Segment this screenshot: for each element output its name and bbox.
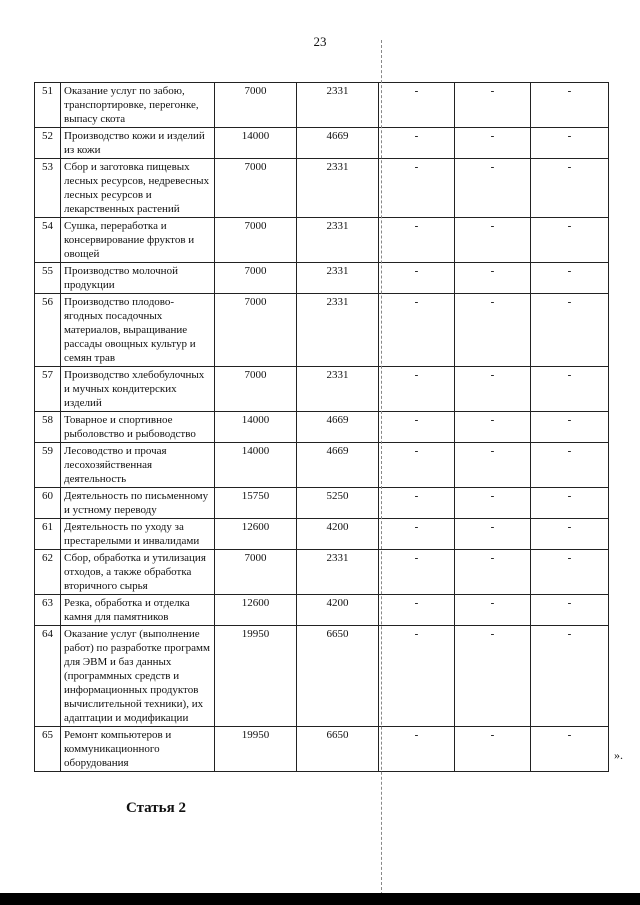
column-3-dash: - <box>379 294 455 367</box>
table-row <box>35 550 609 595</box>
value-2: 4200 <box>297 519 379 550</box>
value-2: 4669 <box>297 443 379 488</box>
column-3-dash: - <box>379 83 455 128</box>
value-2: 2331 <box>297 218 379 263</box>
column-4-dash: - <box>455 263 531 294</box>
value-1: 7000 <box>215 83 297 128</box>
row-number: 65 <box>35 727 61 772</box>
activity-description: Резка, обработка и отделка камня для памятников <box>61 595 215 626</box>
row-number: 59 <box>35 443 61 488</box>
value-1: 12600 <box>215 519 297 550</box>
value-1: 14000 <box>215 412 297 443</box>
article-heading: Статья 2 <box>126 800 186 816</box>
column-5-dash: - <box>531 159 609 218</box>
table-row <box>35 128 609 159</box>
column-5-dash: - <box>531 519 609 550</box>
column-3-dash: - <box>379 488 455 519</box>
column-5-dash: - <box>531 595 609 626</box>
value-1: 7000 <box>215 218 297 263</box>
value-2: 4669 <box>297 128 379 159</box>
column-4-dash: - <box>455 595 531 626</box>
activity-description: Товарное и спортивное рыболовство и рыбоводство <box>61 412 215 443</box>
row-number: 62 <box>35 550 61 595</box>
value-1: 14000 <box>215 128 297 159</box>
value-2: 6650 <box>297 626 379 727</box>
table-row <box>35 626 609 727</box>
column-4-dash: - <box>455 550 531 595</box>
value-2: 2331 <box>297 263 379 294</box>
row-number: 55 <box>35 263 61 294</box>
column-3-dash: - <box>379 367 455 412</box>
column-4-dash: - <box>455 626 531 727</box>
table-row <box>35 367 609 412</box>
activity-description: Ремонт компьютеров и коммуникационного оборудования <box>61 727 215 772</box>
column-4-dash: - <box>455 218 531 263</box>
row-number: 51 <box>35 83 61 128</box>
column-3-dash: - <box>379 159 455 218</box>
table-row <box>35 159 609 218</box>
column-4-dash: - <box>455 519 531 550</box>
table-row <box>35 595 609 626</box>
value-2: 2331 <box>297 294 379 367</box>
activity-description: Производство плодово-ягодных посадочных материалов, выращивание рассады овощных культур и семян трав <box>61 294 215 367</box>
page-number: 23 <box>313 34 327 49</box>
activity-description: Оказание услуг (выполнение работ) по разработке программ для ЭВМ и баз данных (программных средств и информационных продуктов вычислительной техники), их адаптации и модификации <box>61 626 215 727</box>
value-1: 14000 <box>215 443 297 488</box>
column-4-dash: - <box>455 294 531 367</box>
column-5-dash: - <box>531 412 609 443</box>
column-5-dash: - <box>531 550 609 595</box>
column-3-dash: - <box>379 595 455 626</box>
activity-description: Деятельность по уходу за престарелыми и инвалидами <box>61 519 215 550</box>
value-2: 6650 <box>297 727 379 772</box>
row-number: 56 <box>35 294 61 367</box>
activity-description: Лесоводство и прочая лесохозяйственная деятельность <box>61 443 215 488</box>
column-3-dash: - <box>379 412 455 443</box>
table-row <box>35 727 609 772</box>
value-2: 2331 <box>297 159 379 218</box>
row-number: 63 <box>35 595 61 626</box>
column-3-dash: - <box>379 626 455 727</box>
activity-description: Производство хлебобулочных и мучных кондитерских изделий <box>61 367 215 412</box>
activity-description: Сбор и заготовка пищевых лесных ресурсов, недревесных лесных ресурсов и лекарственных растений <box>61 159 215 218</box>
column-4-dash: - <box>455 488 531 519</box>
value-2: 4200 <box>297 595 379 626</box>
scan-artifact-line <box>381 40 382 900</box>
column-5-dash: - <box>531 488 609 519</box>
table-row <box>35 218 609 263</box>
activity-description: Производство молочной продукции <box>61 263 215 294</box>
activity-description: Деятельность по письменному и устному переводу <box>61 488 215 519</box>
column-3-dash: - <box>379 263 455 294</box>
row-number: 58 <box>35 412 61 443</box>
table-row <box>35 294 609 367</box>
table-row <box>35 488 609 519</box>
value-2: 2331 <box>297 550 379 595</box>
row-number: 60 <box>35 488 61 519</box>
column-3-dash: - <box>379 727 455 772</box>
row-number: 52 <box>35 128 61 159</box>
column-4-dash: - <box>455 367 531 412</box>
value-2: 5250 <box>297 488 379 519</box>
value-1: 12600 <box>215 595 297 626</box>
column-4-dash: - <box>455 128 531 159</box>
row-number: 54 <box>35 218 61 263</box>
table-row <box>35 519 609 550</box>
column-5-dash: - <box>531 626 609 727</box>
value-1: 7000 <box>215 550 297 595</box>
value-1: 15750 <box>215 488 297 519</box>
column-4-dash: - <box>455 83 531 128</box>
value-2: 2331 <box>297 83 379 128</box>
value-1: 7000 <box>215 159 297 218</box>
tax-rates-table <box>34 82 609 772</box>
column-5-dash: - <box>531 367 609 412</box>
column-3-dash: - <box>379 443 455 488</box>
value-2: 4669 <box>297 412 379 443</box>
column-3-dash: - <box>379 550 455 595</box>
table-row <box>35 83 609 128</box>
value-1: 7000 <box>215 263 297 294</box>
table-row <box>35 412 609 443</box>
row-number: 57 <box>35 367 61 412</box>
column-5-dash: - <box>531 443 609 488</box>
column-4-dash: - <box>455 443 531 488</box>
value-1: 7000 <box>215 294 297 367</box>
activity-description: Производство кожи и изделий из кожи <box>61 128 215 159</box>
column-3-dash: - <box>379 128 455 159</box>
row-number: 53 <box>35 159 61 218</box>
activity-description: Оказание услуг по забою, транспортировке, перегонке, выпасу скота <box>61 83 215 128</box>
column-5-dash: - <box>531 263 609 294</box>
table-row <box>35 263 609 294</box>
column-4-dash: - <box>455 727 531 772</box>
activity-description: Сбор, обработка и утилизация отходов, а также обработка вторичного сырья <box>61 550 215 595</box>
value-1: 19950 <box>215 626 297 727</box>
row-number: 64 <box>35 626 61 727</box>
column-5-dash: - <box>531 294 609 367</box>
column-4-dash: - <box>455 159 531 218</box>
scan-bottom-edge <box>0 893 640 905</box>
table-row <box>35 443 609 488</box>
value-2: 2331 <box>297 367 379 412</box>
activity-description: Сушка, переработка и консервирование фруктов и овощей <box>61 218 215 263</box>
column-3-dash: - <box>379 519 455 550</box>
closing-quote: ». <box>614 748 623 762</box>
column-5-dash: - <box>531 128 609 159</box>
column-3-dash: - <box>379 218 455 263</box>
value-1: 19950 <box>215 727 297 772</box>
column-5-dash: - <box>531 218 609 263</box>
value-1: 7000 <box>215 367 297 412</box>
column-4-dash: - <box>455 412 531 443</box>
column-5-dash: - <box>531 727 609 772</box>
column-5-dash: - <box>531 83 609 128</box>
row-number: 61 <box>35 519 61 550</box>
